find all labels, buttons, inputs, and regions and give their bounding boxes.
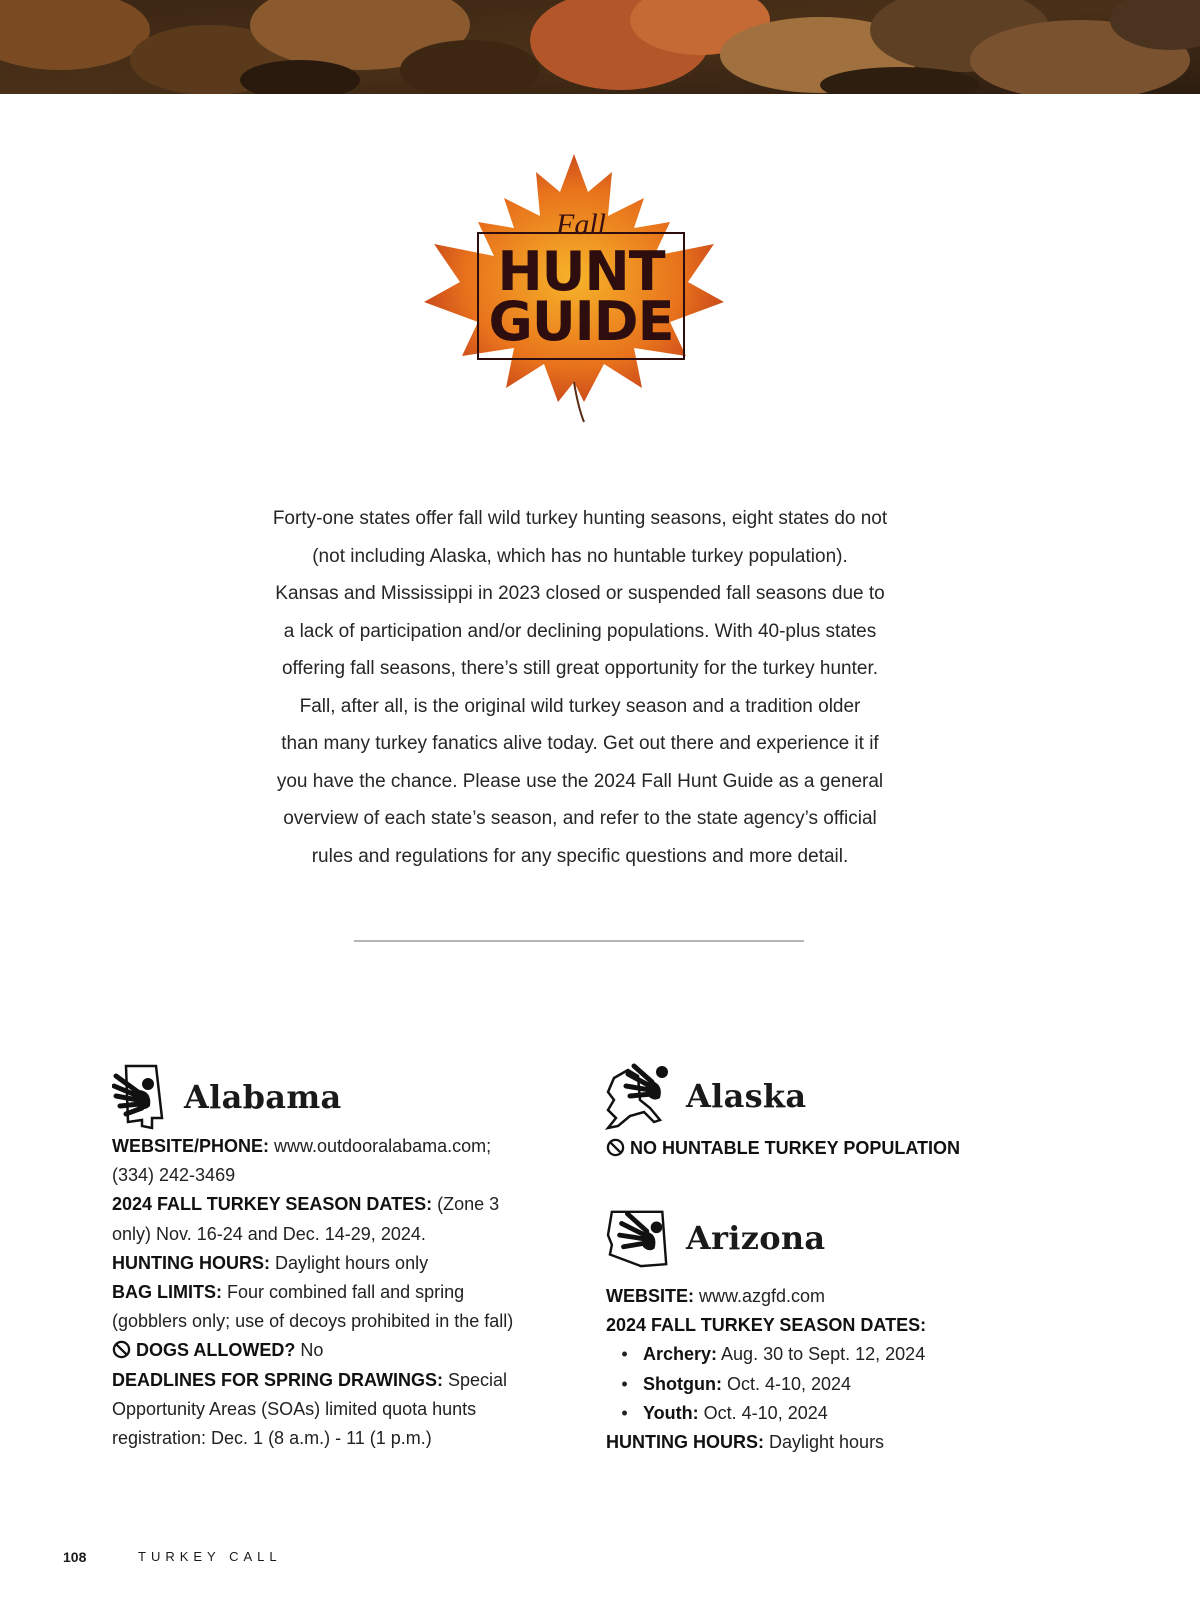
alabama-hours-row: [112, 1249, 572, 1278]
alabama-bag-row: [112, 1278, 572, 1307]
value: (Zone 3: [432, 1194, 500, 1215]
label: HUNTING HOURS:: [606, 1432, 764, 1453]
intro-line: rules and regulations for any specific questions and more detail.: [311, 845, 849, 867]
intro-line: a lack of participation and/or declining populations. With 40-plus states: [283, 620, 877, 642]
intro-line: offering fall seasons, there’s still great opportunity for the turkey hunter.: [281, 658, 879, 679]
value: Oct. 4-10, 2024: [721, 1373, 852, 1394]
arizona-website-link[interactable]: www.azgfd.com: [694, 1286, 826, 1306]
intro-line: than many turkey fanatics alive today. Get out there and experience it if: [281, 733, 879, 754]
alabama-website-link[interactable]: www.outdooralabama.com;: [269, 1136, 492, 1156]
value: Daylight hours only: [270, 1252, 429, 1273]
label: Shotgun:: [643, 1373, 722, 1394]
alabama-website-row: [112, 1132, 572, 1161]
alaska-note: NO HUNTABLE TURKEY POPULATION: [630, 1138, 961, 1158]
label: DOGS ALLOWED?: [136, 1340, 296, 1361]
arizona-dates-label: 2024 FALL TURKEY SEASON DATES:: [606, 1315, 927, 1336]
page-number: 108: [63, 1549, 87, 1565]
arizona-details: [606, 1282, 1066, 1457]
alabama-dates-cont: only) Nov. 16-24 and Dec. 14-29, 2024.: [112, 1223, 426, 1244]
state-name-arizona: Arizona: [686, 1219, 826, 1257]
prohibited-icon: [606, 1138, 625, 1157]
bullet-icon: •: [621, 1344, 628, 1365]
value: Oct. 4-10, 2024: [698, 1402, 828, 1423]
alaska-heading: [604, 1060, 806, 1132]
alaska-turkey-icon: [604, 1060, 674, 1132]
label: HUNTING HOURS:: [112, 1252, 270, 1273]
alabama-deadlines-row: [112, 1366, 572, 1395]
alabama-details: [112, 1132, 572, 1453]
label: BAG LIMITS:: [112, 1282, 222, 1303]
state-name-alaska: Alaska: [686, 1077, 807, 1115]
alaska-note-row: [606, 1138, 960, 1159]
arizona-website-row: [606, 1282, 1066, 1311]
alabama-phone: (334) 242-3469: [112, 1165, 236, 1186]
label: Archery:: [643, 1344, 718, 1365]
arizona-heading: [606, 1206, 825, 1270]
value: Four combined fall and spring: [222, 1282, 465, 1303]
arizona-season-item: [606, 1370, 1066, 1399]
logo-guide-text: GUIDE: [488, 290, 674, 353]
intro-line: Kansas and Mississippi in 2023 closed or suspended fall seasons due to: [275, 583, 885, 604]
value: Aug. 30 to Sept. 12, 2024: [717, 1344, 926, 1365]
label: Youth:: [643, 1402, 699, 1423]
magazine-name: TURKEY CALL: [138, 1549, 282, 1564]
intro-line: you have the chance. Please use the 2024 Fall Hunt Guide as a general: [276, 770, 884, 792]
label: WEBSITE:: [606, 1286, 694, 1306]
bullet-icon: •: [621, 1373, 628, 1394]
intro-line: Forty-one states offer fall wild turkey hunting seasons, eight states do not: [272, 508, 888, 529]
intro-line: overview of each state’s season, and refer to the state agency’s official: [283, 808, 877, 829]
fall-hunt-guide-logo: [408, 152, 740, 428]
logo-fall-text: Fall: [556, 208, 606, 241]
intro-line: (not including Alaska, which has no huntable turkey population).: [312, 545, 848, 567]
arizona-season-item: [606, 1340, 1066, 1369]
value: Special: [443, 1369, 508, 1390]
alabama-turkey-icon: [112, 1062, 172, 1132]
section-divider: [354, 940, 804, 942]
alabama-deadlines-cont: Opportunity Areas (SOAs) limited quota hunts: [112, 1398, 477, 1419]
intro-line: Fall, after all, is the original wild turkey season and a tradition older: [299, 695, 861, 717]
alabama-deadlines-cont: registration: Dec. 1 (8 a.m.) - 11 (1 p.m.): [112, 1428, 432, 1449]
logo-hunt-text: HUNT: [497, 240, 665, 303]
arizona-season-item: [606, 1399, 1066, 1428]
state-name-alabama: Alabama: [184, 1078, 342, 1116]
alabama-dogs-row: [112, 1336, 572, 1365]
banner-photo: [0, 0, 1200, 94]
alabama-dates-row: [112, 1190, 572, 1219]
arizona-hours-row: [606, 1428, 1066, 1457]
bullet-icon: •: [621, 1402, 628, 1423]
prohibited-icon: [112, 1340, 131, 1359]
alabama-bag-cont: (gobblers only; use of decoys prohibited in the fall): [112, 1311, 514, 1332]
value: No: [295, 1340, 324, 1361]
alabama-heading: [112, 1062, 342, 1132]
arizona-turkey-icon: [606, 1206, 674, 1270]
label: WEBSITE/PHONE:: [112, 1136, 270, 1156]
label: 2024 FALL TURKEY SEASON DATES:: [112, 1194, 433, 1215]
label: DEADLINES FOR SPRING DRAWINGS:: [112, 1369, 444, 1390]
value: Daylight hours: [764, 1432, 885, 1453]
intro-paragraph: [200, 500, 960, 875]
